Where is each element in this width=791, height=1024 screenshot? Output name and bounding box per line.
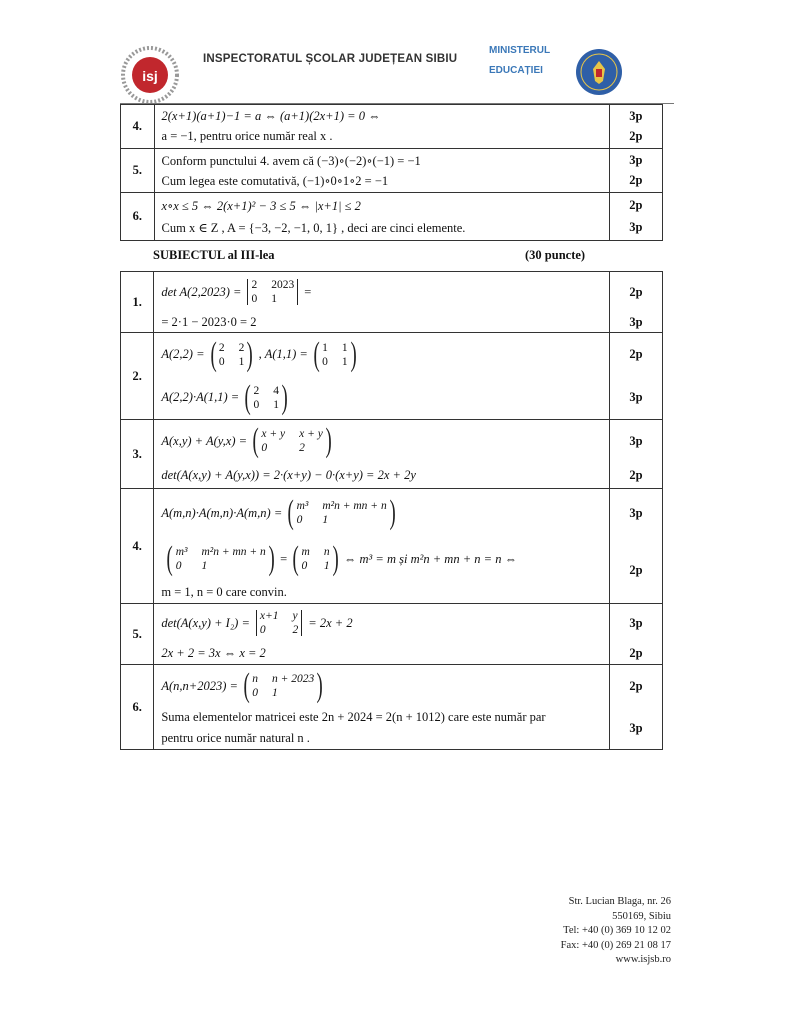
table-row <box>121 665 663 750</box>
row-number: 4. <box>121 105 155 149</box>
solution-line: = 2·1 − 2023·0 = 2 <box>161 314 257 329</box>
points: 2p <box>629 467 643 482</box>
determinant: x+1 y 0 2 <box>253 610 305 636</box>
footer-address: Str. Lucian Blaga, nr. 26 <box>568 896 671 907</box>
points: 3p <box>629 109 643 123</box>
table-row <box>121 149 663 193</box>
table-row: 1. det A(2,2023) = 2 2023 0 1 = = 2·1 − 2023·0 = 2 2p 3p <box>121 272 663 333</box>
points: 2p <box>629 129 643 143</box>
points: 2p <box>629 198 643 212</box>
solution-line: 2x + 2 = 3x ⇔ x = 2 <box>161 645 266 660</box>
table-row: 4. A(m,n)·A(m,n)·A(m,n) = ( m³ m²n + mn + n 0 1 ) ( m³ m²n + mn + n 0 1 ) = ( m n 0 1 ) ⇔ m³ = m și m²n + mn + n = n ⇔ m = 1, n = 0 care convin. 3p 2p <box>121 489 663 604</box>
points: 3p <box>629 505 643 520</box>
points: 3p <box>629 390 643 404</box>
row-number: 6. <box>121 193 155 241</box>
row-number: 5. <box>121 149 155 193</box>
points: 3p <box>629 615 643 630</box>
solution-line: 2(x+1)(a+1)−1 = a ⇔ (a+1)(2x+1) = 0 ⇔ <box>161 109 381 123</box>
row-number: 5. <box>121 604 154 665</box>
solution-line: x∘x ≤ 5 ⇔ 2(x+1)² − 3 ≤ 5 ⇔ |x+1| ≤ 2 <box>161 198 361 213</box>
row-number: 1. <box>121 272 154 333</box>
row-number: 3. <box>121 420 154 489</box>
solution-line: A(2,2)·A(1,1) = <box>161 390 240 404</box>
footer-web-link[interactable]: www.isjsb.ro <box>615 954 671 966</box>
matrix: ( m n 0 1 ) <box>292 540 339 577</box>
table-row <box>121 333 663 420</box>
solution-line: det(A(x,y) + A(y,x)) = 2·(x+y) − 0·(x+y) = 2x + 2y <box>161 467 416 482</box>
solution-line: m = 1, n = 0 care convin. <box>161 584 287 599</box>
solutions-table-part3 <box>120 271 663 750</box>
solution-line: A(n,n+2023) = <box>161 678 238 693</box>
ministry-line1: MINISTERUL <box>489 45 551 56</box>
points: 2p <box>629 347 643 361</box>
points: 3p <box>629 314 643 329</box>
row-number: 2. <box>121 333 154 420</box>
table-row <box>121 420 663 489</box>
svg-text:isj: isj <box>142 68 158 84</box>
solution-line: Cum x ∈ Z , A = {−3, −2, −1, 0, 1} , deci are cinci elemente. <box>161 220 466 235</box>
points: 2p <box>629 173 643 187</box>
solution-line: det(A(x,y) + I₂) = <box>161 615 250 630</box>
determinant: 2 2023 0 1 <box>244 279 301 305</box>
footer-contact <box>520 895 671 968</box>
government-logo <box>574 47 624 102</box>
points: 3p <box>629 220 643 234</box>
points: 2p <box>629 284 643 299</box>
ministry-line2: EDUCAȚIEI <box>489 65 543 76</box>
header-title: INSPECTORATUL ȘCOLAR JUDEȚEAN SIBIU <box>203 53 458 65</box>
table-row <box>121 604 663 665</box>
solutions-table-part2 <box>120 104 663 241</box>
solution-line: a = −1, pentru orice număr real x . <box>161 129 333 143</box>
footer-city: 550169, Sibiu <box>612 910 671 922</box>
solution-line: Suma elementelor matricei este 2n + 2024 = 2(n + 1012) care este număr par <box>161 710 546 724</box>
points: 3p <box>629 720 643 735</box>
section-points: (30 puncte) <box>525 248 586 262</box>
points: 3p <box>629 433 643 448</box>
solution-line: A(x,y) + A(y,x) = <box>161 433 248 448</box>
row-number: 4. <box>121 489 154 604</box>
solution-line: Cum legea este comutativă, (−1)∘0∘1∘2 = −1 <box>161 173 389 188</box>
footer-fax: Fax: +40 (0) 269 21 08 17 <box>560 939 671 951</box>
solution-line: pentru orice număr natural n . <box>161 731 310 745</box>
section-title: SUBIECTUL al III-lea <box>153 248 275 262</box>
points: 3p <box>629 153 643 167</box>
solution-line: = 2x + 2 <box>308 615 353 630</box>
solution-line: , A(1,1) = <box>258 347 308 361</box>
matrix: ( n n + 2023 0 1 ) <box>243 667 324 704</box>
points: 2p <box>629 562 643 577</box>
matrix: ( 2 2 0 1 ) <box>210 335 254 373</box>
matrix: ( x + y x + y 0 2 ) <box>252 422 332 459</box>
points: 2p <box>629 645 643 660</box>
matrix: ( 2 4 0 1 ) <box>244 378 288 416</box>
table-row <box>121 193 663 241</box>
row-number: 6. <box>121 665 154 750</box>
solution-line: ⇔ m³ = m și m²n + mn + n = n ⇔ <box>343 551 518 566</box>
footer-tel: Tel: +40 (0) 369 10 12 02 <box>563 925 671 937</box>
isj-logo <box>120 45 180 110</box>
points: 2p <box>629 678 643 693</box>
matrix: ( m³ m²n + mn + n 0 1 ) <box>287 494 396 531</box>
matrix: ( m³ m²n + mn + n 0 1 ) <box>166 540 275 577</box>
solution-line: A(2,2) = <box>161 347 205 361</box>
solution-line: Conform punctului 4. avem că (−3)∘(−2)∘(−1) = −1 <box>161 153 421 168</box>
table-row <box>121 105 663 149</box>
matrix: ( 1 1 0 1 ) <box>313 335 357 373</box>
solution-line: det A(2,2023) = <box>161 284 242 299</box>
solution-line: A(m,n)·A(m,n)·A(m,n) = <box>161 505 283 520</box>
